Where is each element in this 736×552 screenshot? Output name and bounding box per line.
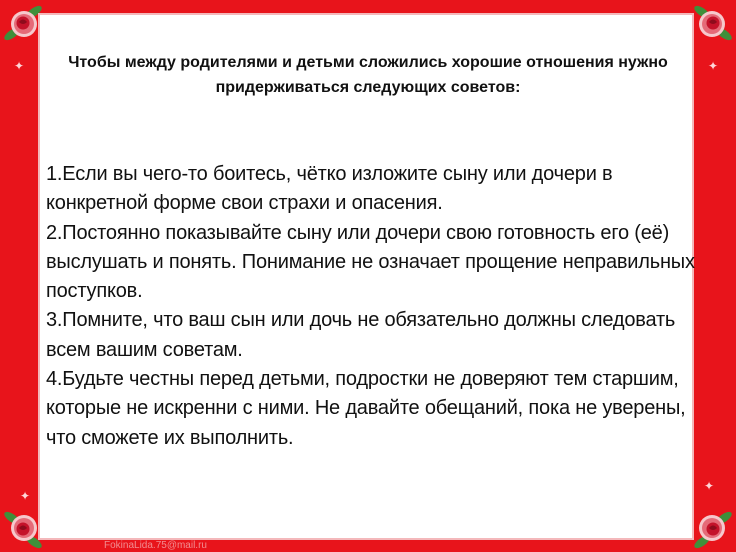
- sparkle-icon: ✦: [704, 479, 715, 493]
- tips-list: [46, 160, 710, 453]
- footer-email: FokinaLida.75@mail.ru: [104, 540, 207, 551]
- sparkle-icon: ✦: [20, 489, 31, 503]
- sparkle-icon: ✦: [14, 59, 25, 73]
- tip-item: 2.Постоянно показывайте сыну или дочери свою готовность его (её) выслушать и понять. Понимание не означает прощение неправильных поступков.: [46, 221, 695, 303]
- tip-item: 3.Помните, что ваш сын или дочь не обязательно должны следовать всем вашим советам.: [46, 309, 676, 361]
- slide-heading: Чтобы между родителями и детьми сложились хорошие отношения нужно придерживаться следующих советов:: [68, 54, 668, 96]
- sparkle-icon: ✦: [708, 59, 719, 73]
- tip-item: 4.Будьте честны перед детьми, подростки не доверяют тем старшим, которые не искренни с ними. Не давайте обещаний, пока не уверены, что сможете их выполнить.: [46, 368, 686, 449]
- tip-item: 1.Если вы чего-то боитесь, чётко изложите сыну или дочери в конкретной форме свои страхи и опасения.: [46, 163, 613, 215]
